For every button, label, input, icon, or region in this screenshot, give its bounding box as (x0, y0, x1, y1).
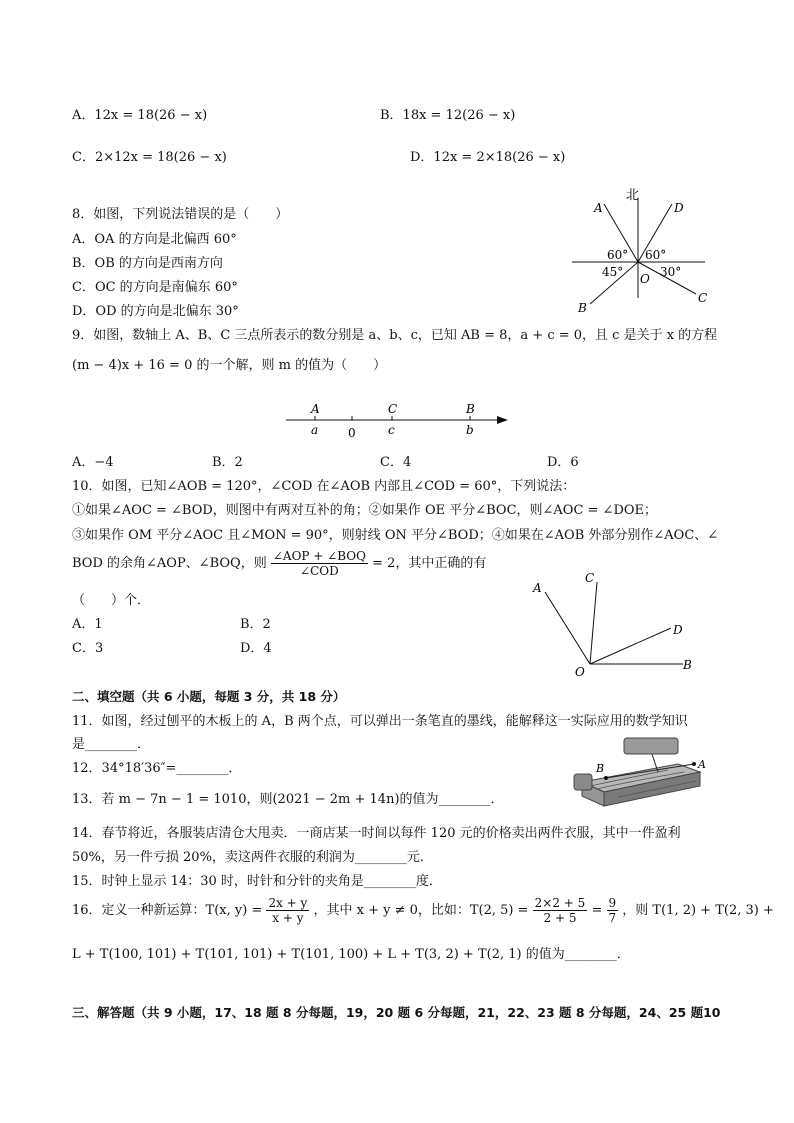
q16-f3-denominator: 7 (608, 911, 617, 925)
q10-angle-figure (525, 566, 705, 682)
q11-line-2: 是________． (72, 737, 151, 752)
point-d-label: D (673, 623, 683, 637)
arrow-icon (497, 416, 508, 424)
point-d-label: D (674, 201, 684, 215)
axis-value-a: a (311, 423, 319, 437)
q10-line-3: ③如果作 OM 平分∠AOC 且∠MON = 90°，则射线 ON 平分∠BOD；④如果在∠AOB 外部分别作∠AOC、∠ (72, 528, 719, 543)
angle-30-label: 30° (660, 265, 682, 279)
q16-part-4: ，则 T(1, 2) + T(2, 3) + (622, 903, 774, 918)
q10-fraction (271, 549, 368, 578)
point-b-dot (604, 776, 608, 780)
q7-option-b: B．18x = 12(26 − x) (380, 108, 516, 123)
q7-option-c: C．2×12x = 18(26 − x) (72, 150, 227, 165)
q13: 13．若 m − 7n − 1 = 1010，则(2021 − 2m + 14n)的值为________． (72, 792, 504, 807)
q10-line-4-start: BOD 的余角∠AOP、∠BOQ，则 (72, 556, 267, 571)
q9-option-d: D．6 (547, 455, 579, 470)
q16-fraction-example (533, 896, 588, 925)
axis-point-b: B (466, 402, 475, 416)
q9-line-1: 9．如图，数轴上 A、B、C 三点所表示的数分别是 a、b、c，已知 AB = 8，a + c = 0，且 c 是关于 x 的方程 (72, 328, 718, 343)
q16-fraction-result (607, 896, 619, 925)
point-a-dot (692, 762, 696, 766)
q8-option-d: D．OD 的方向是北偏东 30° (72, 304, 239, 319)
point-c-label: C (585, 571, 595, 585)
ray-oc (590, 582, 597, 664)
q10-option-d: D．4 (240, 641, 272, 656)
q16-f1-numerator: 2x + y (268, 896, 308, 910)
axis-zero: 0 (348, 426, 356, 440)
point-b-label: B (596, 762, 605, 775)
point-b-label: B (578, 301, 587, 315)
point-b-label: B (683, 658, 692, 672)
q16-part-2: ，其中 x + y ≠ 0，比如：T(2, 5) = (313, 903, 529, 918)
q16-f2-denominator: 2 + 5 (543, 911, 577, 925)
q16-part-3: = (591, 903, 603, 918)
q16-line-1 (72, 894, 774, 928)
q10-option-b: B．2 (240, 617, 271, 632)
q16-f2-numerator: 2×2 + 5 (534, 896, 586, 910)
q9-number-line (280, 398, 512, 442)
q8-option-c: C．OC 的方向是南偏东 60° (72, 280, 238, 295)
point-a-label: A (533, 581, 542, 595)
q15: 15．时钟上显示 14：30 时，时针和分针的夹角是________度． (72, 874, 442, 889)
q11-line-1: 11．如图，经过刨平的木板上的 A，B 两个点，可以弹出一条笔直的墨线，能解释这一实际应用的数学知识 (72, 714, 688, 729)
section-3-heading: 三、解答题（共 9 小题，17、18 题 8 分每题，19，20 题 6 分每题，21，22、23 题 8 分每题，24、25 题10 (72, 1005, 721, 1020)
point-a-label: A (698, 758, 706, 771)
point-c-label: C (698, 291, 708, 305)
north-label: 北 (626, 188, 640, 203)
ray-oa (545, 592, 590, 664)
q16-fraction-definition (266, 896, 309, 925)
q11-plank-illustration (568, 734, 724, 808)
q8-direction-figure (560, 180, 720, 320)
q16-f1-denominator: x + y (272, 911, 304, 925)
hand-left-icon (574, 774, 592, 790)
ray-od (590, 628, 671, 664)
q10-line-4 (72, 549, 486, 579)
q7-option-d: D．12x = 2×18(26 − x) (410, 150, 566, 165)
q10-line-5: （ ）个． (72, 593, 151, 608)
section-2-heading: 二、填空题（共 6 小题，每题 3 分，共 18 分） (72, 689, 346, 704)
q9-line-2: (m − 4)x + 16 = 0 的一个解，则 m 的值为（ ） (72, 358, 387, 373)
q10-option-a: A．1 (72, 617, 103, 632)
q8-stem: 8．如图，下列说法错误的是（ ） (72, 207, 289, 222)
q8-option-b: B．OB 的方向是西南方向 (72, 256, 223, 271)
axis-point-a: A (311, 402, 320, 416)
q14-line-2: 50%，另一件亏损 20%，卖这两件衣服的利润为________元． (72, 850, 433, 865)
q7-option-a: A．12x = 18(26 − x) (72, 108, 208, 123)
axis-value-b: b (466, 423, 474, 437)
origin-o-label: O (575, 665, 585, 679)
angle-45-label: 45° (602, 265, 624, 279)
axis-value-c: c (388, 423, 395, 437)
hand-top-icon (624, 738, 678, 754)
q9-option-a: A．−4 (72, 455, 114, 470)
q12: 12．34°18′36″=________． (72, 761, 242, 776)
q10-option-c: C．3 (72, 641, 104, 656)
point-a-label: A (594, 201, 603, 215)
q8-option-a: A．OA 的方向是北偏西 60° (72, 232, 237, 247)
q10-line-2: ①如果∠AOC = ∠BOD，则图中有两对互补的角；②如果作 OE 平分∠BOC，则∠AOC = ∠DOE； (72, 503, 658, 518)
q9-option-b: B．2 (212, 455, 243, 470)
angle-60-left-label: 60° (607, 248, 629, 262)
q16-f3-numerator: 9 (608, 896, 617, 910)
q10-fraction-numerator: ∠AOP + ∠BOQ (272, 549, 366, 563)
q10-line-1: 10．如图，已知∠AOB = 120°，∠COD 在∠AOB 内部且∠COD = 60°，下列说法： (72, 479, 576, 494)
q10-fraction-denominator: ∠COD (300, 564, 339, 578)
q16-line-2: L + T(100, 101) + T(101, 101) + T(101, 100) + L + T(3, 2) + T(2, 1) 的值为________． (72, 947, 630, 962)
origin-o-label: O (640, 272, 650, 286)
angle-60-right-label: 60° (645, 248, 667, 262)
q10-line-4-end: = 2，其中正确的有 (372, 556, 487, 571)
axis-point-c: C (388, 402, 398, 416)
q9-option-c: C．4 (380, 455, 412, 470)
q14-line-1: 14．春节将近，各服装店清仓大甩卖．一商店某一时间以每件 120 元的价格卖出两件衣服，其中一件盈利 (72, 826, 681, 841)
q16-part-1: 16．定义一种新运算：T(x, y) = (72, 903, 263, 918)
